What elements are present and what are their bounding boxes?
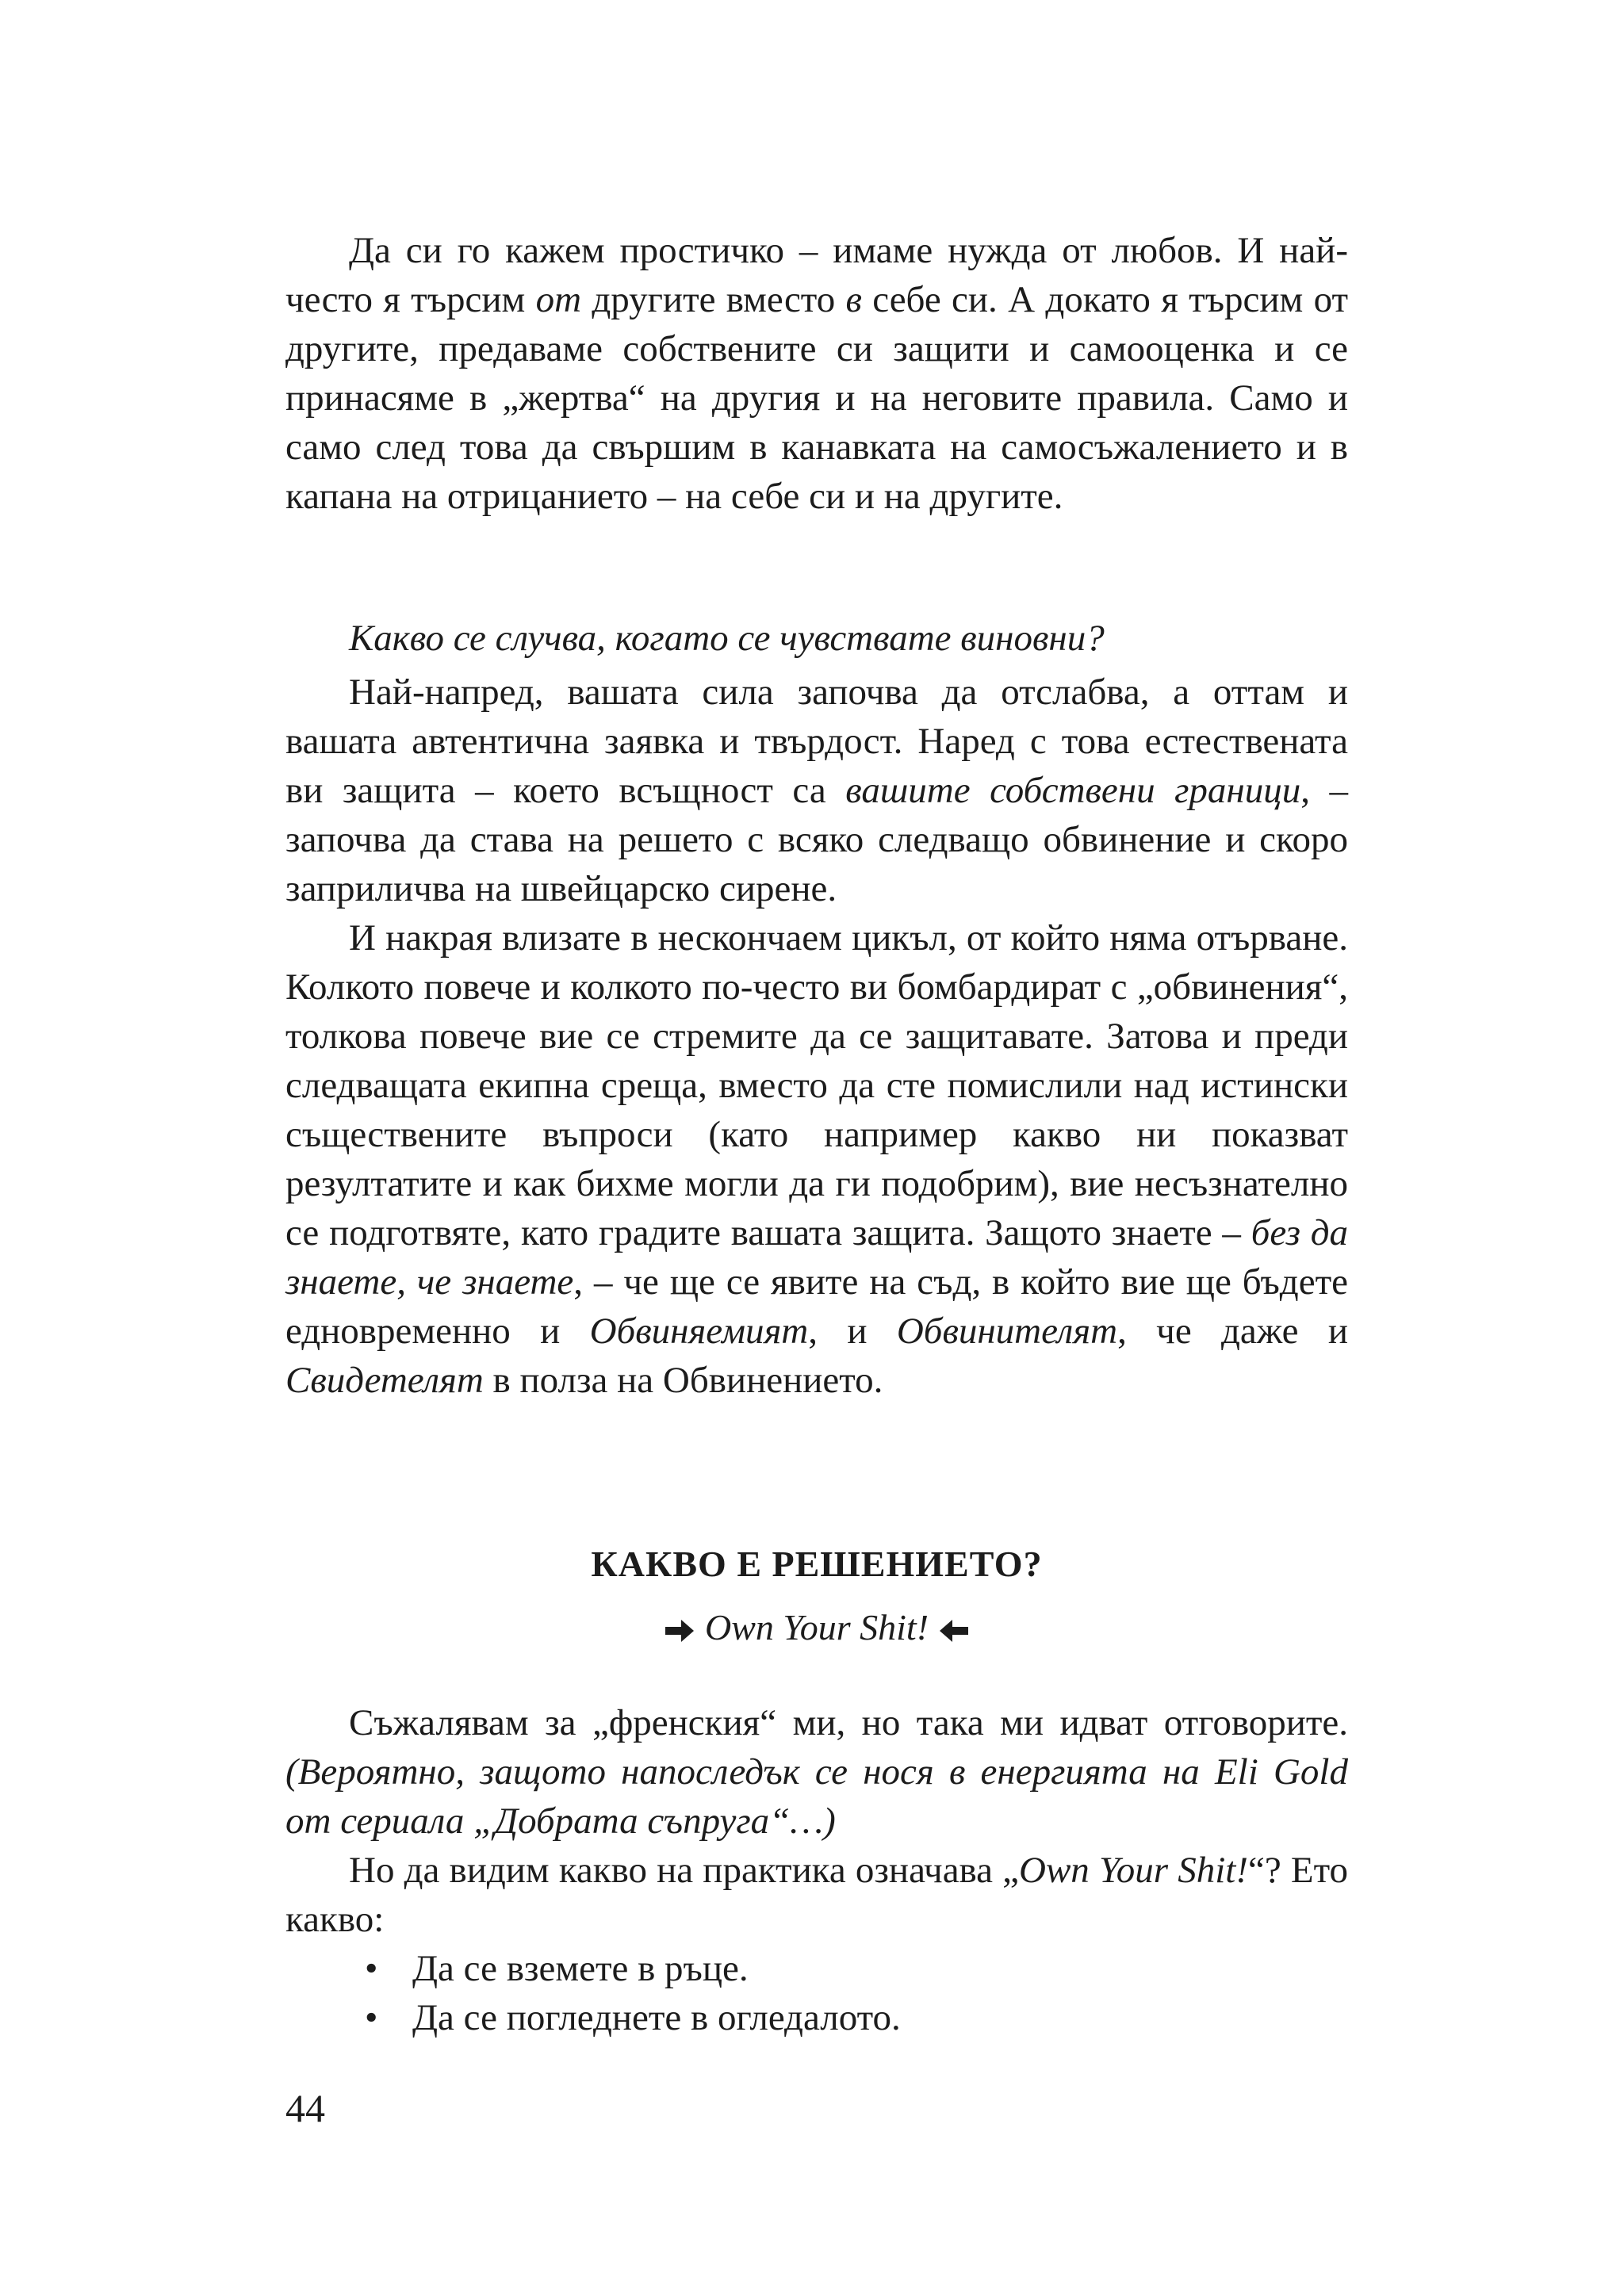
bullet-list xyxy=(285,1944,1348,2042)
list-item: • Да се вземете в ръце. xyxy=(285,1944,1348,1993)
paragraph-1-text: Да си го кажем простичко – имаме нужда от любов. И xyxy=(349,230,1265,271)
paragraph-4: Съжалявам за „френския“ ми, но така ми идват отговорите. (Вероятно, защото напоследък се нося в енергията на Eli Gold от сериала „Добрата съпруга“…) xyxy=(285,1702,1348,1842)
section-subheading xyxy=(285,1603,1348,1652)
arrow-right-icon xyxy=(664,1603,695,1652)
page-number: 44 xyxy=(285,2086,325,2130)
section-2 xyxy=(285,614,1348,1405)
paragraph-1: Да си го кажем простичко – имаме нужда от любов. И най-често я търсим от другите вместо в себе си. А докато я търсим от другите, предаваме собствените си защити и самооценка и се принасяме в „жертва“ на другия и на неговите правила. Само и само след това да свършим в канавката на самосъжалението и в капана на отрицанието – на себе си и на другите. xyxy=(285,230,1348,517)
section-3 xyxy=(285,1698,1348,2042)
arrow-left-icon xyxy=(938,1603,970,1652)
paragraph-2: Най-напред, вашата сила започва да отслабва, а оттам и вашата автентична заявка и твърдост. Наред с това естествената ви защита – което всъщност са вашите собствени граници, – започва да става на решето с всяко следващо обвинение и скоро заприличва на швейцарско сирене. xyxy=(285,672,1349,909)
section-heading: КАКВО Е РЕШЕНИЕТО? xyxy=(591,1544,1043,1584)
question-text: Какво се случва, когато се чувствате виновни? xyxy=(349,618,1105,659)
paragraph-3: И накрая влизате в нескончаем цикъл, от който няма отърване. Колкото повече и колкото по-често ви бомбардират с „обвинения“, толкова повече вие се стремите да се защитавате. Затова и преди следващата екипна среща, вместо да сте помислили над истински съществените въпроси (като например какво ни показват резултатите и как бихме могли да ги подобрим), вие несъзнателно се подготвяте, като градите вашата защита. Защото знаете – без да знаете, че знаете, – че ще се явите на съд, в който вие ще бъдете едновременно и Обвиняемият, и Обвинителят, че даже и Свидетелят в полза на Обвинението. xyxy=(285,917,1349,1401)
bullet-icon: • xyxy=(365,1997,378,2038)
bullet-icon: • xyxy=(365,1948,378,1989)
paragraph-5: Но да видим какво на практика означава „Own Your Shit!“? Ето какво: xyxy=(285,1850,1348,1940)
list-item: • Да се погледнете в огледалото. xyxy=(285,1993,1348,2042)
subheading-text: Own Your Shit! xyxy=(704,1607,929,1647)
